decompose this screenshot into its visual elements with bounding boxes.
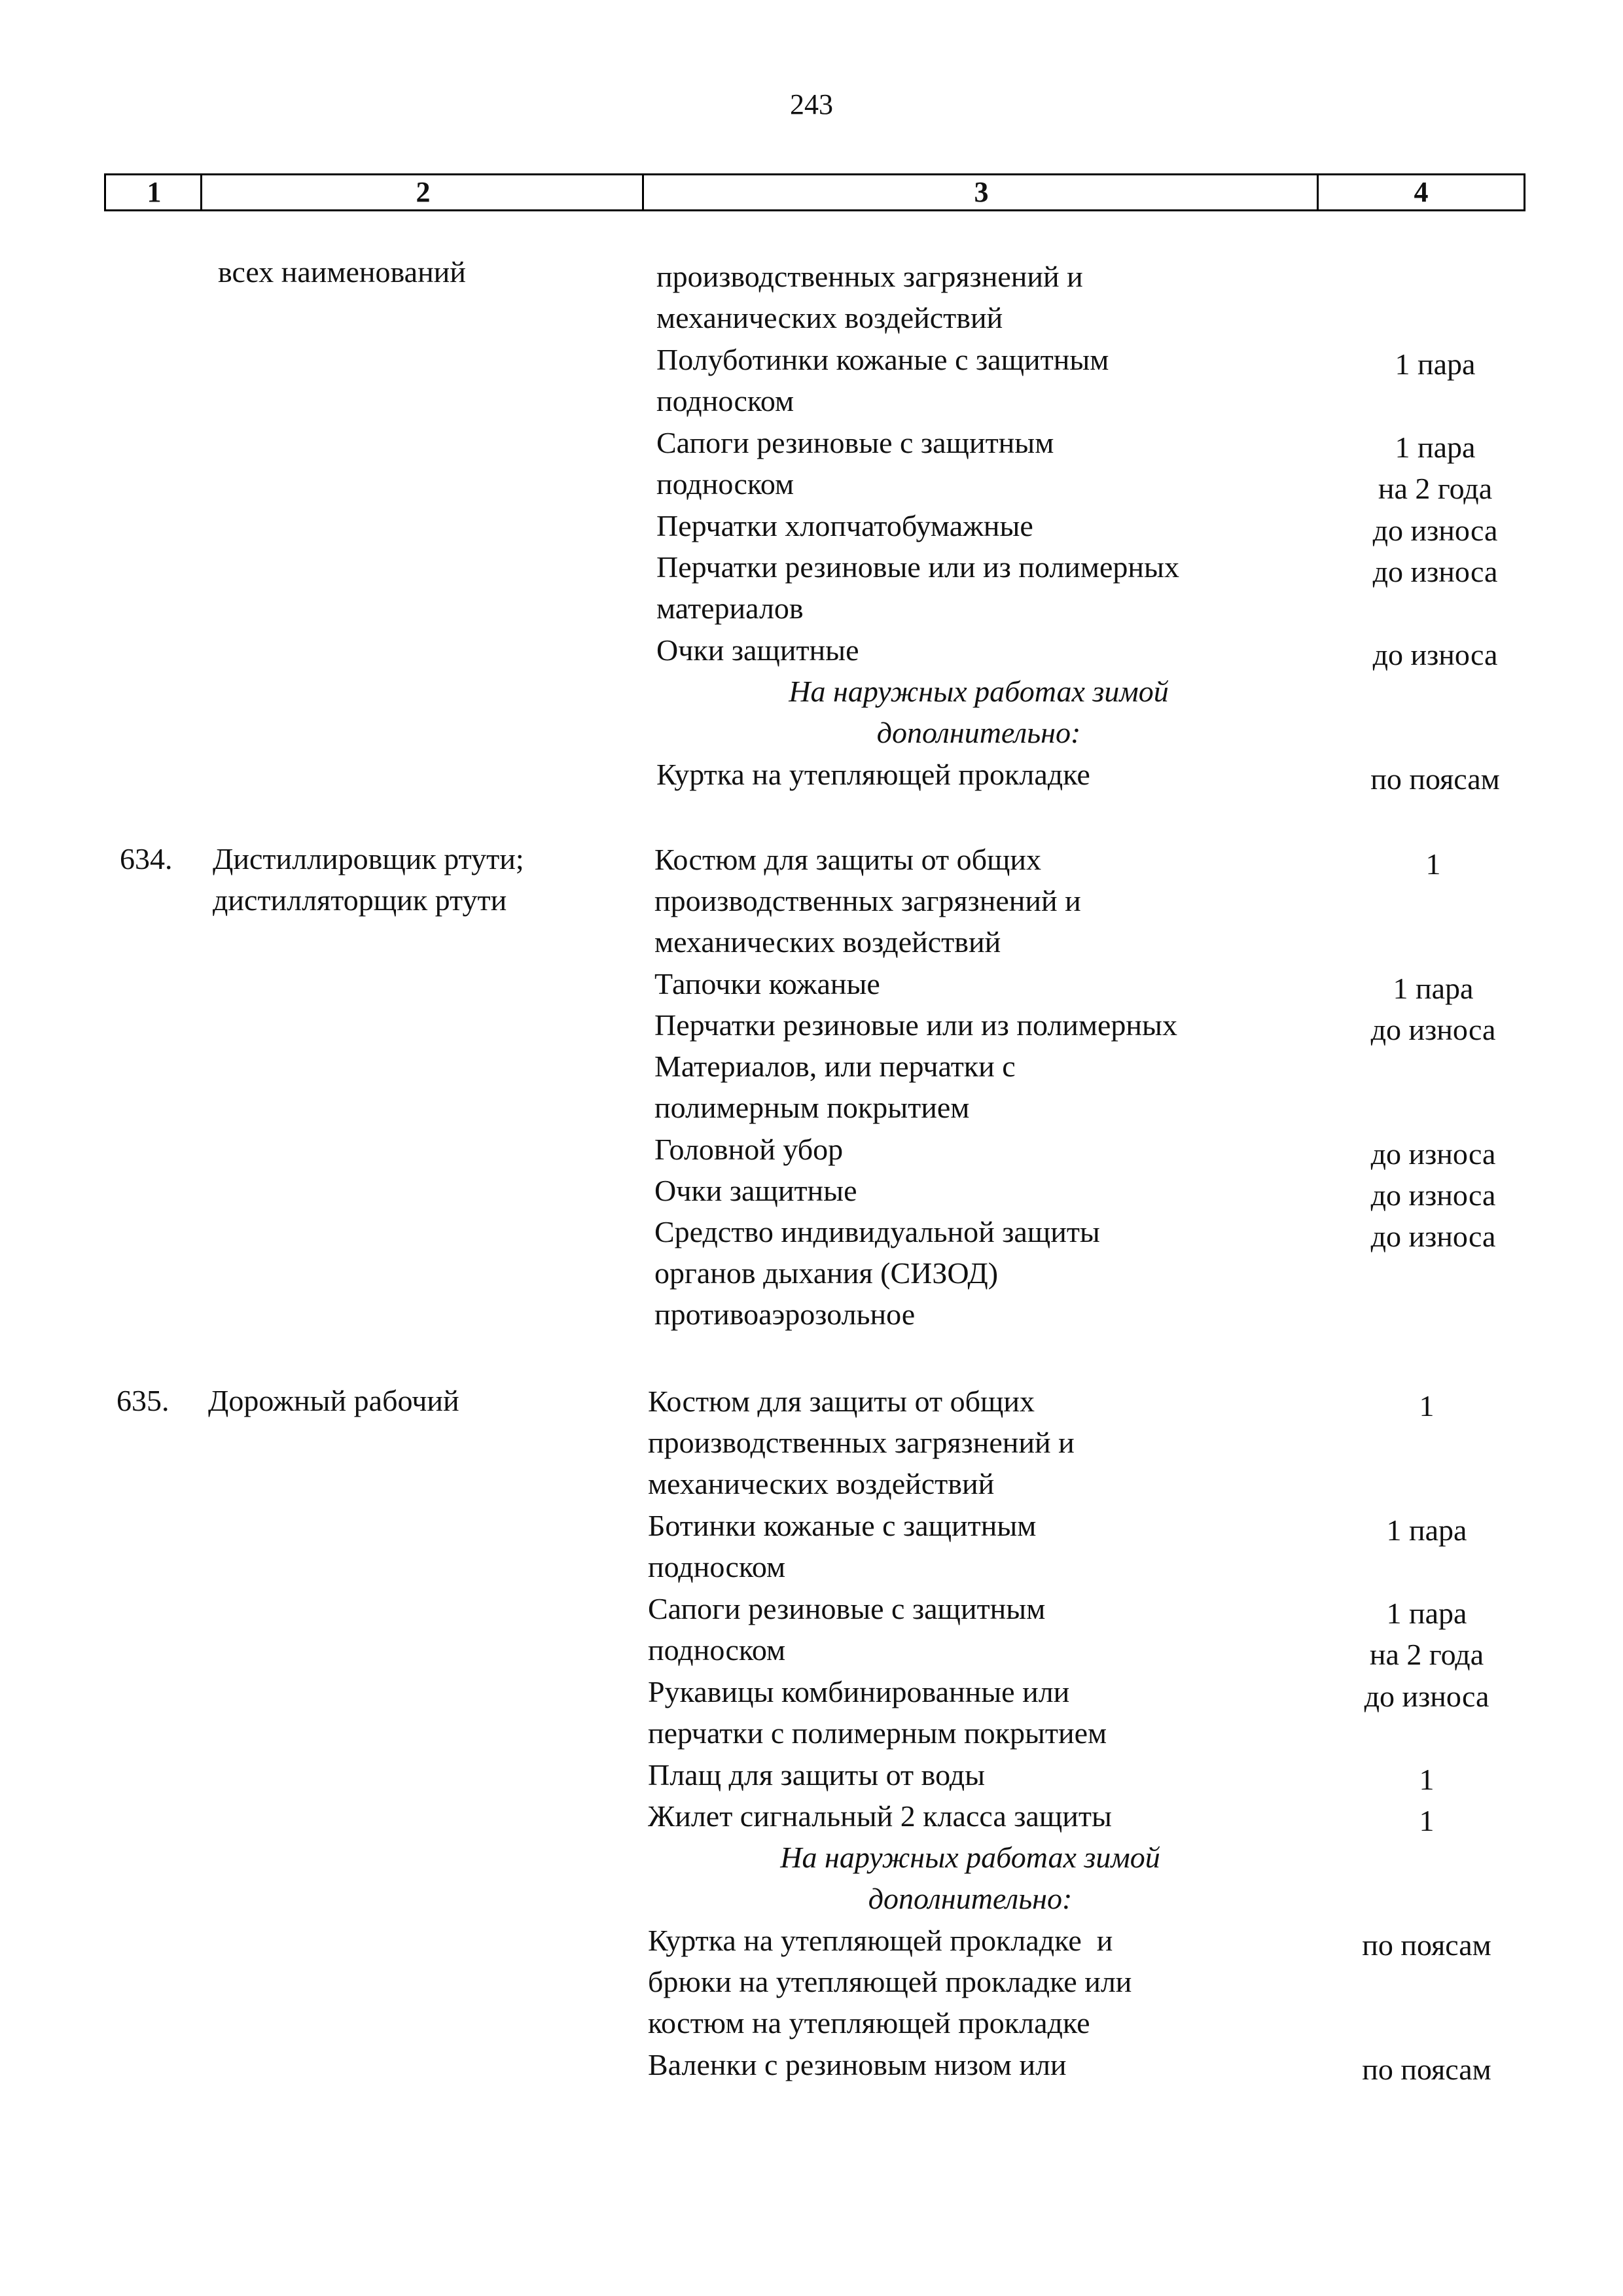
issue-norm: 1 пара: [1393, 972, 1474, 1005]
issue-norm: 1 пара: [1395, 347, 1476, 381]
header-col-2: 2: [416, 176, 431, 208]
item-name: Перчатки резиновые или из полимерных: [654, 1008, 1177, 1042]
issue-norm: 1 пара: [1386, 1597, 1467, 1630]
item-name: Полуботинки кожаные с защитным: [656, 343, 1109, 376]
issue-norm: 1: [1419, 1763, 1435, 1796]
issue-norm: 1: [1425, 847, 1441, 881]
issue-norm: по поясам: [1370, 762, 1500, 796]
item-name: подноском: [648, 1550, 786, 1583]
item-name: органов дыхания (СИЗОД): [654, 1256, 999, 1290]
issue-norm: 1 пара: [1395, 431, 1476, 464]
profession-name: Дорожный рабочий: [208, 1384, 459, 1417]
issue-norm: по поясам: [1362, 1928, 1491, 1962]
issue-norm: на 2 года: [1378, 472, 1493, 505]
row-number: 635.: [116, 1384, 169, 1417]
item-name: брюки на утепляющей прокладке или: [648, 1965, 1132, 1998]
item-name: материалов: [656, 592, 804, 625]
issue-norm: до износа: [1370, 1137, 1496, 1171]
issue-norm: 1: [1419, 1804, 1435, 1837]
issue-norm: до износа: [1370, 1178, 1496, 1212]
item-name: Головной убор: [654, 1133, 844, 1166]
item-name: производственных загрязнений и: [654, 884, 1081, 917]
item-name: механических воздействий: [654, 925, 1001, 959]
issue-norm: до износа: [1370, 1220, 1496, 1253]
issue-norm: 1: [1419, 1389, 1435, 1422]
item-name: полимерным покрытием: [654, 1091, 970, 1124]
item-name: Куртка на утепляющей прокладке и: [648, 1924, 1113, 1957]
item-name: механических воздействий: [648, 1467, 995, 1500]
item-name: Куртка на утепляющей прокладке: [656, 758, 1090, 791]
item-name: Костюм для защиты от общих: [654, 843, 1042, 876]
issue-norm: до износа: [1372, 555, 1498, 588]
table-header: [104, 173, 1525, 211]
issue-norm: до износа: [1364, 1680, 1489, 1713]
issue-norm: на 2 года: [1369, 1638, 1484, 1671]
item-name: перчатки с полимерным покрытием: [648, 1716, 1107, 1750]
item-name: производственных загрязнений и: [648, 1426, 1075, 1459]
header-col-1: 1: [147, 176, 162, 208]
item-name: подноском: [656, 384, 794, 417]
item-name: Костюм для защиты от общих: [648, 1385, 1035, 1418]
item-name: подноском: [648, 1633, 786, 1667]
item-name: Сапоги резиновые с защитным: [656, 426, 1054, 459]
item-name: Ботинки кожаные с защитным: [648, 1509, 1037, 1542]
item-name: Перчатки резиновые или из полимерных: [656, 550, 1179, 584]
item-name: Сапоги резиновые с защитным: [648, 1592, 1046, 1625]
item-name: Жилет сигнальный 2 класса защиты: [648, 1799, 1112, 1833]
item-name: костюм на утепляющей прокладке: [648, 2006, 1090, 2040]
item-name: Очки защитные: [654, 1174, 857, 1207]
profession-name: Дистиллировщик ртути;: [213, 842, 524, 875]
section-heading: На наружных работах зимой: [789, 675, 1169, 708]
item-name: Очки защитные: [656, 633, 859, 667]
item-name: Плащ для защиты от воды: [648, 1758, 986, 1792]
item-name: Тапочки кожаные: [654, 967, 880, 1000]
issue-norm: до износа: [1372, 638, 1498, 671]
issue-norm: 1 пара: [1386, 1513, 1467, 1547]
header-col-4: 4: [1414, 176, 1429, 208]
item-name: подноском: [656, 467, 794, 501]
issue-norm: до износа: [1372, 514, 1498, 547]
item-name: Материалов, или перчатки с: [654, 1050, 1016, 1083]
item-name: Средство индивидуальной защиты: [654, 1215, 1100, 1248]
item-name: производственных загрязнений и: [656, 260, 1083, 293]
profession-name: всех наименований: [218, 255, 466, 289]
row-number: 634.: [120, 842, 173, 875]
issue-norm: по поясам: [1362, 2053, 1491, 2086]
page-number: 243: [790, 88, 833, 120]
item-name: Валенки с резиновым низом или: [648, 2048, 1067, 2081]
profession-name: дистилляторщик ртути: [213, 883, 507, 917]
header-col-3: 3: [974, 176, 989, 208]
item-name: Рукавицы комбинированные или: [648, 1675, 1070, 1708]
item-name: Перчатки хлопчатобумажные: [656, 509, 1033, 542]
section-heading: дополнительно:: [868, 1882, 1073, 1915]
section-heading: На наружных работах зимой: [780, 1841, 1160, 1874]
item-name: механических воздействий: [656, 301, 1003, 334]
issue-norm: до износа: [1370, 1013, 1496, 1046]
section-heading: дополнительно:: [876, 716, 1081, 749]
item-name: противоаэрозольное: [654, 1298, 916, 1331]
